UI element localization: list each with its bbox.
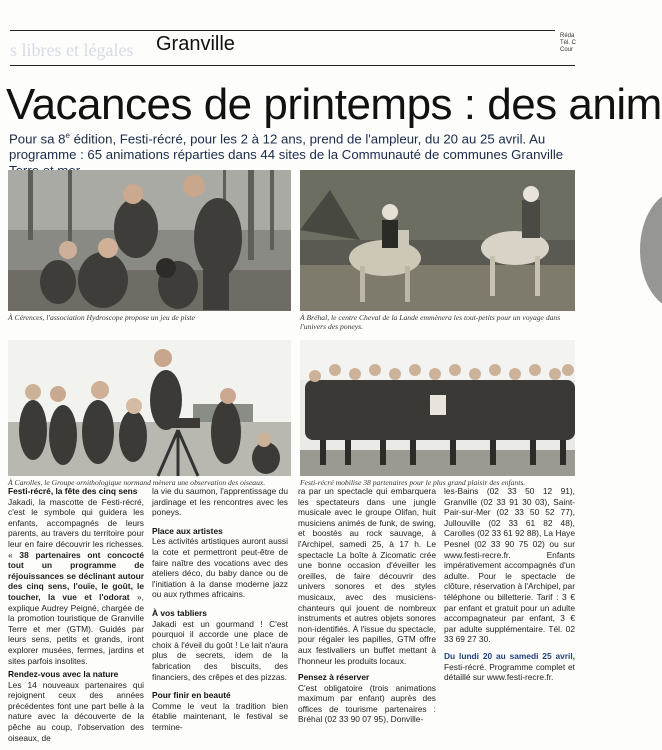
redaction-line: Réda <box>560 33 575 39</box>
background-faded-text: s libres et légales <box>10 40 134 60</box>
header-rule-top <box>10 30 555 31</box>
photo-carolles-caption: À Carolles, le Groupe ornithologique normand mènera une observation des oiseaux. <box>8 478 266 487</box>
practical-info <box>444 651 575 683</box>
page-header <box>0 0 575 68</box>
body-text: Les activités artistiques auront aussi la cote et permettront peut-être de faire naître des vocations avec des ateliers déco, du baby dance ou de l'initiation à la danse moderne jazz ou aux rythmes africains. <box>152 536 288 600</box>
lead-superscript: e <box>65 131 70 140</box>
header-rule-bottom <box>10 65 575 66</box>
photo-partners <box>300 340 575 476</box>
column-1 <box>8 486 144 743</box>
photo-brehal <box>300 170 575 311</box>
photo-partners-caption: Festi-récré mobilise 38 partenaires pour le plus grand plaisir des enfants. <box>300 478 526 487</box>
column-3 <box>298 486 436 725</box>
subheading-tabliers: À vos tabliers <box>152 607 207 618</box>
paragraph <box>8 497 144 667</box>
event-dates: Du lundi 20 au samedi 25 avril, <box>444 650 575 661</box>
photo-brehal-caption: À Bréhal, le centre Cheval de la Lande emmènera les tout-petits pour un voyage dans l'univers des poneys. <box>300 313 561 331</box>
photo-carolles <box>8 340 291 476</box>
section-title: Granville <box>156 33 235 55</box>
photo-cerences-caption: À Cérences, l'association Hydroscope propose un jeu de piste <box>8 313 196 322</box>
body-text: Les 14 nouveaux partenaires qui rejoignent ceux des années précédentes font une part belle à la nature avec la découverte de la pêche au coup, l'observation des oiseaux, de <box>8 679 144 743</box>
article-headline: Vacances de printemps : des anim <box>6 80 662 129</box>
subheading-artistes: Place aux artistes <box>152 525 223 536</box>
body-text: Jakadi est un gourmand ! C'est pourquoi il accorde une place de choix à l'éveil du goût ! Le lait n'aura plus de secrets, idem de la fabrication des biscuits, des financiers, des crêpes et des pizzas. <box>152 618 288 682</box>
column-2 <box>152 486 288 732</box>
quote-bold: 38 partenaires ont concocté tout un programme de réjouissances se déclinant autour des cinq sens, l'ouïe, le goût, le toucher, la vue et l'odorat <box>8 549 144 602</box>
lead-text: Pour sa 8 <box>9 131 66 147</box>
body-text: Jakadi, la mascotte de Festi-récré, c'est le symbole qui guidera les enfants, accompagnés de leurs parents, au travers du territoire pour leur en faire découvrir les richesses. « <box>8 496 144 560</box>
subheading-finir-beaute: Pour finir en beauté <box>152 690 231 701</box>
redaction-contact <box>560 33 580 54</box>
body-text: Festi-récré. Programme complet et détaillé sur www.festi-recre.fr. <box>444 661 575 683</box>
body-text: », explique Audrey Peigné, chargée de la promotion touristique de Granville Terre et mer (GTM). Guidés par leurs sens, petits et grands, iront explorer musées, fermes, jardins et sites parfois insolites. <box>8 591 144 666</box>
body-text: C'est obligatoire (trois animations maximum par enfant) auprès des offices de tourisme partenaires : Bréhal (02 33 90 07 95), Donville- <box>298 682 436 725</box>
body-text: ra par un spectacle qui embarquera les spectateurs dans une jungle musicale avec le groupe Olifan, huit musiciens animés de funk, de swing, et boostés au rock sauvage, à l'Archipel, samedi 25, à 17 h. Le spectacle La boîte à Zicomatic crée une bonne occasion d'éveiller les oreilles, de faire découvrir des univers sonores et des styles musicaux, avec des musiciens-chanteurs qui jouent de nombreux instruments et autres objets sonores non-identifiés. À l'issue du spectacle, pour régaler les papilles, GTM offre aux festivaliers un buffet mettant à l'honneur les produits locaux. <box>298 486 436 666</box>
body-text: la vie du saumon, l'apprentissage du jardinage et les rencontres avec les poneys. <box>152 486 288 518</box>
subheading-fete-cinq-sens: Festi-récré, la fête des cinq sens <box>8 486 138 496</box>
lead-text-rest: édition, Festi-récré, pour les 2 à 12 ans, prend de l'ampleur, du 20 au 25 avril. Au programme : 65 animations réparties dans 44 sites de la Communauté de communes Granville <box>9 131 564 163</box>
redaction-line: Tél. C <box>560 40 577 46</box>
subheading-reserver: Pensez à réserver <box>298 672 370 683</box>
body-text: les-Bains (02 33 50 12 91), Granville (02 33 91 30 03), Saint-Pair-sur-Mer (02 33 50 52 77), Jullouville (02 33 61 82 48), Carolles (02 33 61 92 88), La Haye Pesnel (02 33 90 75 02) ou sur www.festi-recre.fr. Enfants impérativement accompagnés d'un adulte. Pour le spectacle de clôture, réservation à l'Archipel, par téléphone ou billetterie. Tarif : 3 € par enfant et gratuit pour un adulte accompagnateur par enfant, 3 € par adulte supplémentaire. Tél. 02 33 69 27 30. <box>444 486 576 645</box>
redaction-line: Cour <box>560 47 574 53</box>
photo-cerences <box>8 170 291 311</box>
body-text: Comme le veut la tradition bien établie maintenant, le festival se termine- <box>152 700 288 732</box>
subheading-nature: Rendez-vous avec la nature <box>8 669 119 680</box>
column-4 <box>444 486 575 683</box>
